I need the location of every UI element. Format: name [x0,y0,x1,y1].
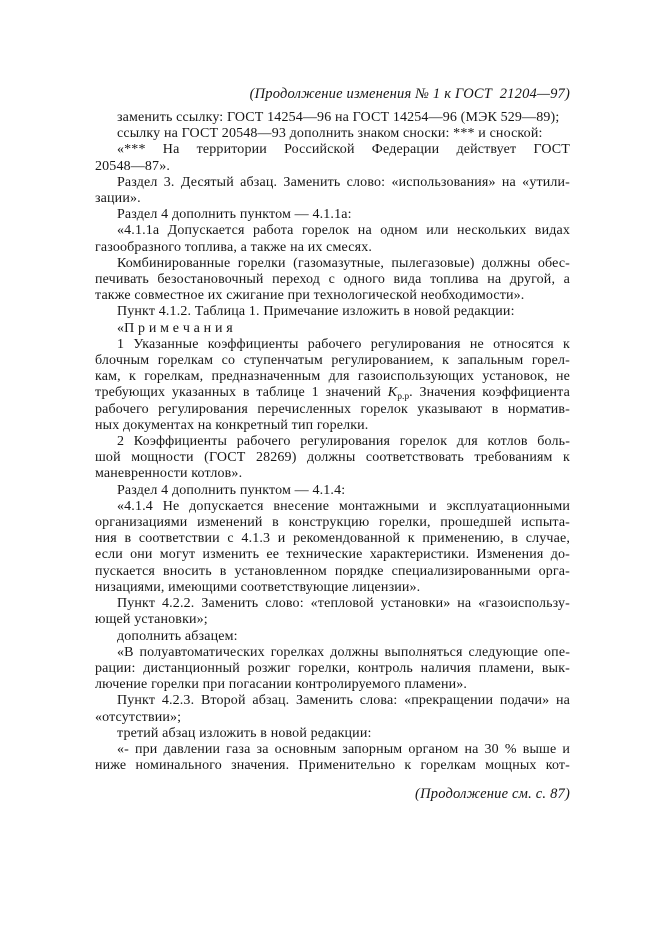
text-line: «4.1.4 Не допускается внесение монтажными и эксплуатационными [117,498,570,514]
text-line: рабочего регулирования перечисленных горелок указывают в норматив- [95,401,570,417]
paragraph [95,596,570,628]
paragraph [95,693,570,725]
subscript-text: р.р [397,392,410,403]
text-line: кам, к горелкам, предназначенным для газоиспользующих установок, не [95,369,570,385]
text-line: третий абзац изложить в новой редакции: [117,725,372,741]
paragraph [95,126,570,142]
text-line: газообразного топлива, а также на их смесях. [95,239,373,255]
paragraph [95,321,570,337]
paragraph [95,499,570,596]
paragraph [95,175,570,207]
text-line: 1 Указанные коэффициенты рабочего регулирования не относятся к [117,336,570,352]
paragraph [95,645,570,694]
text-line: ниже номинального значения. Применительно к горелкам мощных кот- [95,758,570,774]
running-header: (Продолжение изменения № 1 к ГОСТ 21204—97) [249,86,570,102]
text-line: блочным горелкам со ступенчатым регулированием, к запальным горел- [95,353,570,369]
text-line: «П р и м е ч а н и я [117,320,233,336]
paragraph [95,483,570,499]
paragraph [95,726,570,742]
text-line: Пункт 4.1.2. Таблица 1. Примечание изложить в новой редакции: [117,304,515,320]
paragraph [95,256,570,305]
text-line: Пункт 4.2.2. Заменить слово: «тепловой установки» на «газоиспользу- [117,596,570,612]
inline-text: К [387,385,398,401]
text-line: 20548—87». [95,158,170,174]
text-line: Раздел 3. Десятый абзац. Заменить слово: «использования» на «утили- [117,174,570,190]
text-line: маневренности котлов». [95,466,243,482]
paragraph [95,337,570,434]
text-line: низациями, имеющими соответствующие лицензии». [95,579,421,595]
text-line: Раздел 4 дополнить пунктом — 4.1.4: [117,482,346,498]
text-line: Комбинированные горелки (газомазутные, пылегазовые) должны обес- [117,255,570,271]
text-line: Раздел 4 дополнить пунктом — 4.1.1а: [117,207,352,223]
text-line: печивать безостановочный переход с одного вида топлива на другой, а [95,272,570,288]
text-line: ния в соответствии с 4.1.3 и рекомендованной к применению, в случае, [95,531,570,547]
text-line: ных документах на конкретный тип горелки. [95,417,369,433]
text-line: зации». [95,191,141,207]
continuation-note: (Продолжение см. с. 87) [415,786,570,802]
paragraph [95,434,570,483]
text-line: если они могут изменить ее технические характеристики. Изменения до- [95,547,570,563]
text-line [95,385,570,401]
text-line: организациями изменений в конструкцию горелки, прошедшей испыта- [95,515,570,531]
inline-text: требующих указанных в таблице 1 значений [95,385,388,401]
document-body [95,110,570,774]
text-line: «4.1.1а Допускается работа горелок на одном или нескольких видах [117,223,570,239]
inline-text: . Значения коэффициента [409,385,570,401]
text-line: заменить ссылку: ГОСТ 14254—96 на ГОСТ 14254—96 (МЭК 529—89); [117,110,560,125]
text-line: «*** На территории Российской Федерации действует ГОСТ [117,142,570,158]
paragraph [95,142,570,174]
text-line: Пункт 4.2.3. Второй абзац. Заменить слова: «прекращении подачи» на [117,693,570,709]
paragraph [95,110,570,126]
paragraph [95,223,570,255]
text-line: «отсутствии»; [95,709,182,725]
text-line: 2 Коэффициенты рабочего регулирования горелок для котлов боль- [117,434,570,450]
text-line: рации: дистанционный розжиг горелки, контроль наличия пламени, вык- [95,660,570,676]
text-line: дополнить абзацем: [117,628,238,644]
text-line: «В полуавтоматических горелках должны выполняться следующие опе- [117,644,570,660]
paragraph [95,207,570,223]
text-line: ссылку на ГОСТ 20548—93 дополнить знаком сноски: *** и сноской: [117,126,543,142]
text-line: «- при давлении газа за основным запорным органом на 30 % выше и [117,741,570,757]
text-line: ющей установки»; [95,612,208,628]
text-line: лючение горелки при погасании контролируемого пламени». [95,677,468,693]
paragraph [95,304,570,320]
paragraph [95,629,570,645]
text-line: пускается вносить в установленном порядке специализированными орга- [95,563,570,579]
text-line: шой мощности (ГОСТ 28269) должны соответствовать требованиям к [95,450,570,466]
paragraph [95,742,570,774]
text-line: также совместное их сжигание при технологической необходимости». [95,288,525,304]
